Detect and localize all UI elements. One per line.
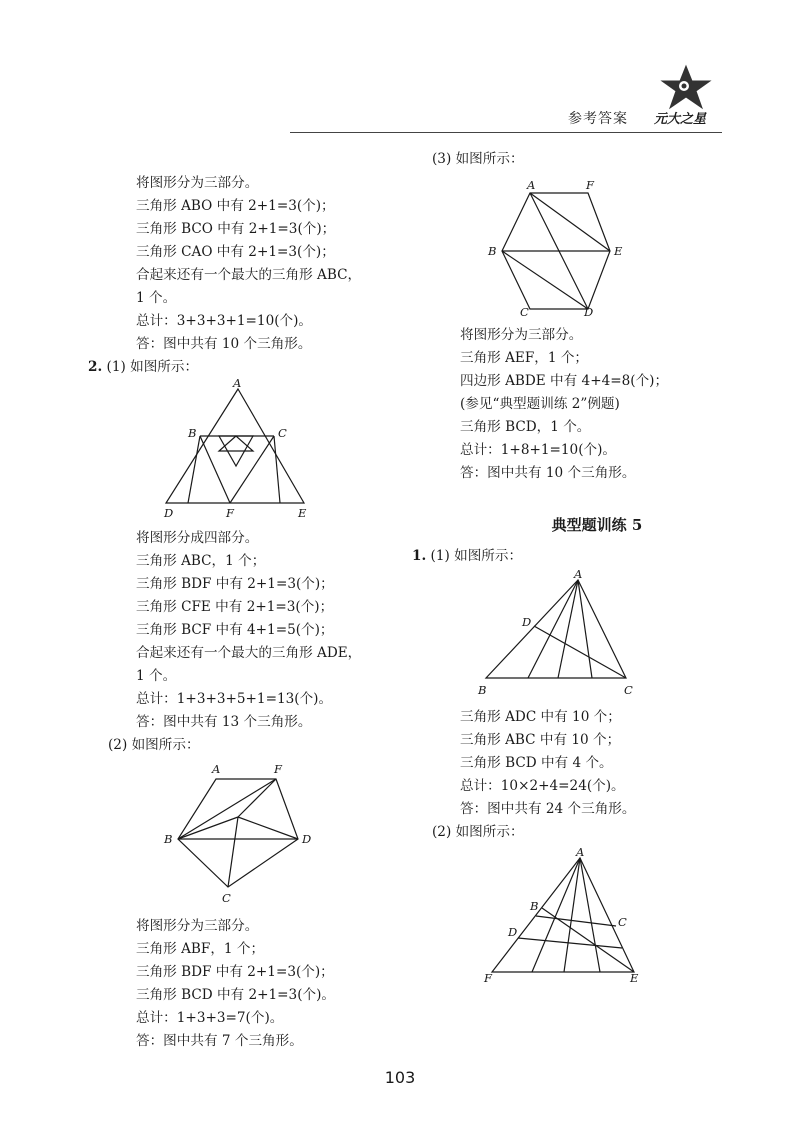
text-line: 总计：3+3+3+1=10(个)。: [136, 313, 313, 329]
question-number: 2.: [88, 359, 103, 375]
text-line: 三角形 BCD 中有 2+1=3(个)。: [136, 987, 335, 1003]
text-line: 将图形分成四部分。: [136, 530, 259, 546]
text-line: 三角形 ABO 中有 2+1=3(个)；: [136, 198, 335, 214]
text-line: 三角形 ABC，1 个；: [136, 553, 266, 569]
header-rule: [290, 132, 722, 133]
fig2-label-b: B: [164, 832, 173, 846]
fig4-label-a: A: [574, 568, 583, 581]
fig3-label-c: C: [520, 305, 529, 316]
fig2-label-d: D: [302, 832, 312, 846]
question-prompt: (2) 如图所示：: [432, 824, 524, 840]
text-line: 三角形 CFE 中有 2+1=3(个)；: [136, 599, 334, 615]
fig2-label-c: C: [222, 891, 231, 905]
text-line: 三角形 BDF 中有 2+1=3(个)；: [136, 576, 334, 592]
text-line: 1 个。: [136, 290, 177, 306]
text-line: 答：图中共有 10 个三角形。: [460, 465, 636, 481]
question-number: 1.: [412, 548, 427, 564]
fig4-label-c: C: [624, 683, 633, 697]
question-prompt: (1) 如图所示：: [106, 359, 199, 375]
text-line: 三角形 ABF，1 个；: [136, 941, 265, 957]
text-line: 三角形 BDF 中有 2+1=3(个)；: [136, 964, 334, 980]
fig5-label-a: A: [576, 845, 585, 859]
left-column: [88, 172, 408, 1053]
header-section-title: 参考答案: [568, 111, 628, 127]
text-line: 四边形 ABDE 中有 4+4=8(个)；: [460, 373, 669, 389]
question-heading: [412, 545, 752, 568]
question-prompt: (1) 如图所示：: [430, 548, 523, 564]
right-column: [412, 148, 752, 984]
section-title: 典型题训练 5: [551, 516, 643, 534]
fig1-label-d: D: [164, 506, 174, 519]
figure-hexagon: [412, 171, 752, 316]
text-line: 答：图中共有 24 个三角形。: [460, 801, 636, 817]
figure-triangle-afe: [412, 844, 752, 984]
text-line: 1 个。: [136, 668, 177, 684]
text-line: 三角形 BCO 中有 2+1=3(个)；: [136, 221, 336, 237]
question-prompt: (2) 如图所示：: [108, 737, 200, 753]
text-line: 总计：10×2+4=24(个)。: [460, 778, 625, 794]
text-line: 三角形 BCD，1 个。: [460, 419, 591, 435]
text-line: 将图形分为三部分。: [460, 327, 583, 343]
fig3-label-d: D: [584, 305, 594, 316]
text-line: 三角形 BCD 中有 4 个。: [460, 755, 613, 771]
text-line: 将图形分为三部分。: [136, 175, 259, 191]
fig2-label-a: A: [212, 762, 221, 776]
text-line: 答：图中共有 7 个三角形。: [136, 1033, 303, 1049]
fig3-label-b: B: [488, 244, 497, 258]
text-line: 总计：1+8+1=10(个)。: [460, 442, 616, 458]
text-line: 答：图中共有 10 个三角形。: [136, 336, 312, 352]
fig3-label-f: F: [586, 178, 594, 192]
text-line: 总计：1+3+3+5+1=13(个)。: [136, 691, 333, 707]
fig4-label-b: B: [478, 683, 487, 697]
text-line: 三角形 BCF 中有 4+1=5(个)；: [136, 622, 334, 638]
text-line: 三角形 CAO 中有 2+1=3(个)；: [136, 244, 335, 260]
text-line: 总计：1+3+3=7(个)。: [136, 1010, 284, 1026]
figure-triangle-ade: [88, 379, 408, 519]
fig5-label-b: B: [530, 899, 539, 913]
fig1-label-e: E: [298, 506, 307, 519]
page-number: 103: [384, 1068, 416, 1087]
text-line: 三角形 ADC 中有 10 个；: [460, 709, 621, 725]
star-logo-icon: [656, 64, 716, 110]
fig5-label-d: D: [508, 925, 518, 939]
fig1-label-f: F: [226, 506, 234, 519]
fig1-label-c: C: [278, 426, 287, 440]
question-prompt: (3) 如图所示：: [432, 151, 524, 167]
fig4-label-d: D: [522, 615, 532, 629]
fig5-label-c: C: [618, 915, 627, 929]
fig5-label-f: F: [484, 971, 492, 984]
text-line: (参见“典型题训练 2”例题): [460, 396, 620, 412]
text-line: 合起来还有一个最大的三角形 ADE，: [136, 645, 362, 661]
fig1-label-a: A: [233, 379, 242, 390]
text-line: 合起来还有一个最大的三角形 ABC，: [136, 267, 362, 283]
header-brand: 元大之星: [654, 112, 707, 127]
text-line: 三角形 ABC 中有 10 个；: [460, 732, 621, 748]
text-line: 将图形分为三部分。: [136, 918, 259, 934]
question-heading: [88, 356, 408, 379]
fig3-label-a: A: [527, 178, 536, 192]
fig2-label-f: F: [274, 762, 282, 776]
text-line: 答：图中共有 13 个三角形。: [136, 714, 312, 730]
fig1-label-b: B: [188, 426, 197, 440]
figure-pentagon: [88, 757, 408, 907]
fig3-label-e: E: [614, 244, 623, 258]
figure-triangle-abc: [412, 568, 752, 698]
fig5-label-e: E: [630, 971, 639, 984]
text-line: 三角形 AEF，1 个；: [460, 350, 589, 366]
